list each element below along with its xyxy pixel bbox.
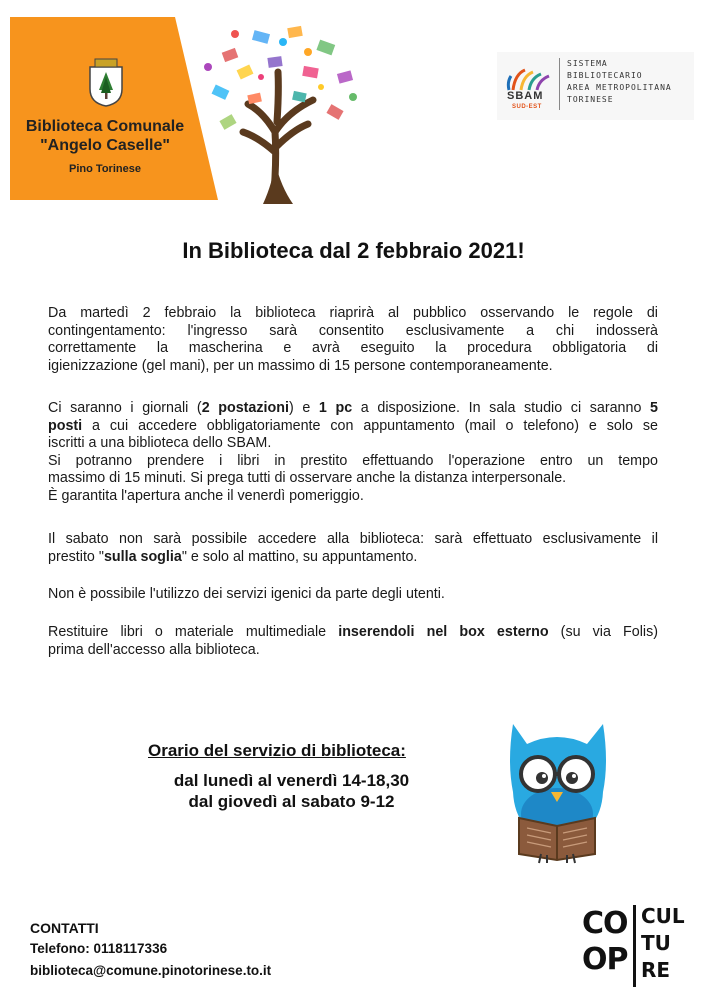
book-tree-illustration	[193, 12, 373, 204]
coop-logo-divider	[633, 905, 636, 987]
hours-line-1: dal lunedì al venerdì 14-18,30	[173, 771, 410, 790]
p3-line-1: Il sabato non sarà possibile accedere alla biblioteca: sarà effettuato esclusivamente il	[48, 531, 658, 547]
sbam-abbreviation: SBAM	[507, 90, 544, 102]
coop-logo-text-co: CO	[582, 906, 628, 941]
p3-text: " e solo al mattino, su appuntamento.	[181, 548, 418, 565]
p2-line-6: È garantita l'apertura anche il venerdì pomeriggio.	[48, 487, 364, 504]
coop-logo-text-re: RE	[641, 958, 671, 982]
p2-line-1	[48, 400, 658, 418]
municipal-crest-icon	[87, 57, 125, 107]
paragraph-restrooms	[48, 586, 658, 604]
sbam-text-line-1: SISTEMA	[567, 59, 608, 68]
coop-logo-text-op: OP	[582, 942, 628, 977]
p4-line-1: Non è possibile l'utilizzo dei servizi igenici da parte degli utenti.	[48, 586, 445, 602]
p2-bold-pc: 1 pc	[318, 400, 353, 416]
p2-line-2	[48, 418, 658, 436]
p2-line-3: iscritti a una biblioteca dello SBAM.	[48, 435, 272, 451]
contacts-heading: CONTATTI	[30, 920, 99, 936]
paragraph-reopening	[48, 305, 658, 375]
p1-line-4: igienizzazione (gel mani), per un massimo di 15 persone contemporaneamente.	[48, 357, 553, 374]
hours-heading: Orario del servizio di biblioteca:	[148, 741, 406, 760]
p5-text: (su via Folis)	[548, 624, 658, 640]
contact-email: biblioteca@comune.pinotorinese.to.it	[30, 963, 272, 978]
p1-line-2: contingentamento: l'ingresso sarà consentito esclusivamente a chi indosserà	[48, 322, 658, 339]
page-title: In Biblioteca dal 2 febbraio 2021!	[182, 238, 525, 263]
sbam-text-line-3: AREA METROPOLITANA	[567, 83, 672, 92]
sbam-logo	[497, 52, 694, 120]
library-name-line2: "Angelo Caselle"	[40, 137, 170, 154]
p3-bold-sulla-soglia: sulla soglia	[103, 548, 182, 565]
library-name	[10, 117, 200, 155]
hours-line-2: dal giovedì al sabato 9-12	[188, 792, 395, 811]
p1-line-1: Da martedì 2 febbraio la biblioteca riaprirà al pubblico osservando le regole di	[48, 305, 658, 321]
paragraph-saturday	[48, 531, 658, 566]
sbam-text-line-2: BIBLIOTECARIO	[567, 71, 643, 80]
p2-bold-five: 5	[650, 400, 658, 416]
sbam-text-line-4: TORINESE	[567, 95, 614, 104]
sbam-divider	[559, 58, 560, 110]
p2-bold-posti: posti	[48, 417, 83, 434]
sbam-subtitle: SUD-EST	[512, 104, 542, 110]
coop-logo-text-tu: TU	[641, 931, 671, 955]
p3-text: prestito "	[48, 548, 104, 565]
p5-text: Restituire libri o materiale multimediale	[48, 624, 339, 640]
owl-reading-illustration	[505, 722, 610, 864]
p5-bold-box: inserendoli nel box esterno	[338, 624, 549, 640]
p1-line-3: correttamente la mascherina e avrà eseguito la procedura obbligatoria di	[48, 340, 658, 356]
p2-bold-postazioni: 2 postazioni	[201, 400, 289, 416]
p5-line-1	[48, 624, 658, 642]
p2-text: Ci saranno i giornali (	[48, 400, 202, 416]
p2-line-5: massimo di 15 minuti. Si prega tutti di osservare anche la distanza interpersonale.	[48, 470, 567, 486]
p2-text: a cui accedere obbligatoriamente con appuntamento (mail o telefono) e solo se	[82, 417, 658, 434]
p2-text: a disposizione. In sala studio ci saranno	[352, 400, 651, 416]
library-city: Pino Torinese	[69, 163, 141, 175]
contact-phone: Telefono: 0118117336	[30, 941, 168, 956]
p2-line-4: Si potranno prendere i libri in prestito effettuando l'operazione entro un tempo	[48, 452, 658, 469]
library-name-line1: Biblioteca Comunale	[25, 118, 185, 135]
coopculture-logo	[582, 903, 685, 987]
paragraph-services	[48, 400, 658, 505]
paragraph-returns	[48, 624, 658, 659]
p2-text: ) e	[288, 400, 319, 416]
p5-line-2: prima dell'accesso alla biblioteca.	[48, 641, 260, 658]
coop-logo-text-cul: CUL	[641, 904, 685, 928]
p3-line-2	[48, 549, 658, 567]
